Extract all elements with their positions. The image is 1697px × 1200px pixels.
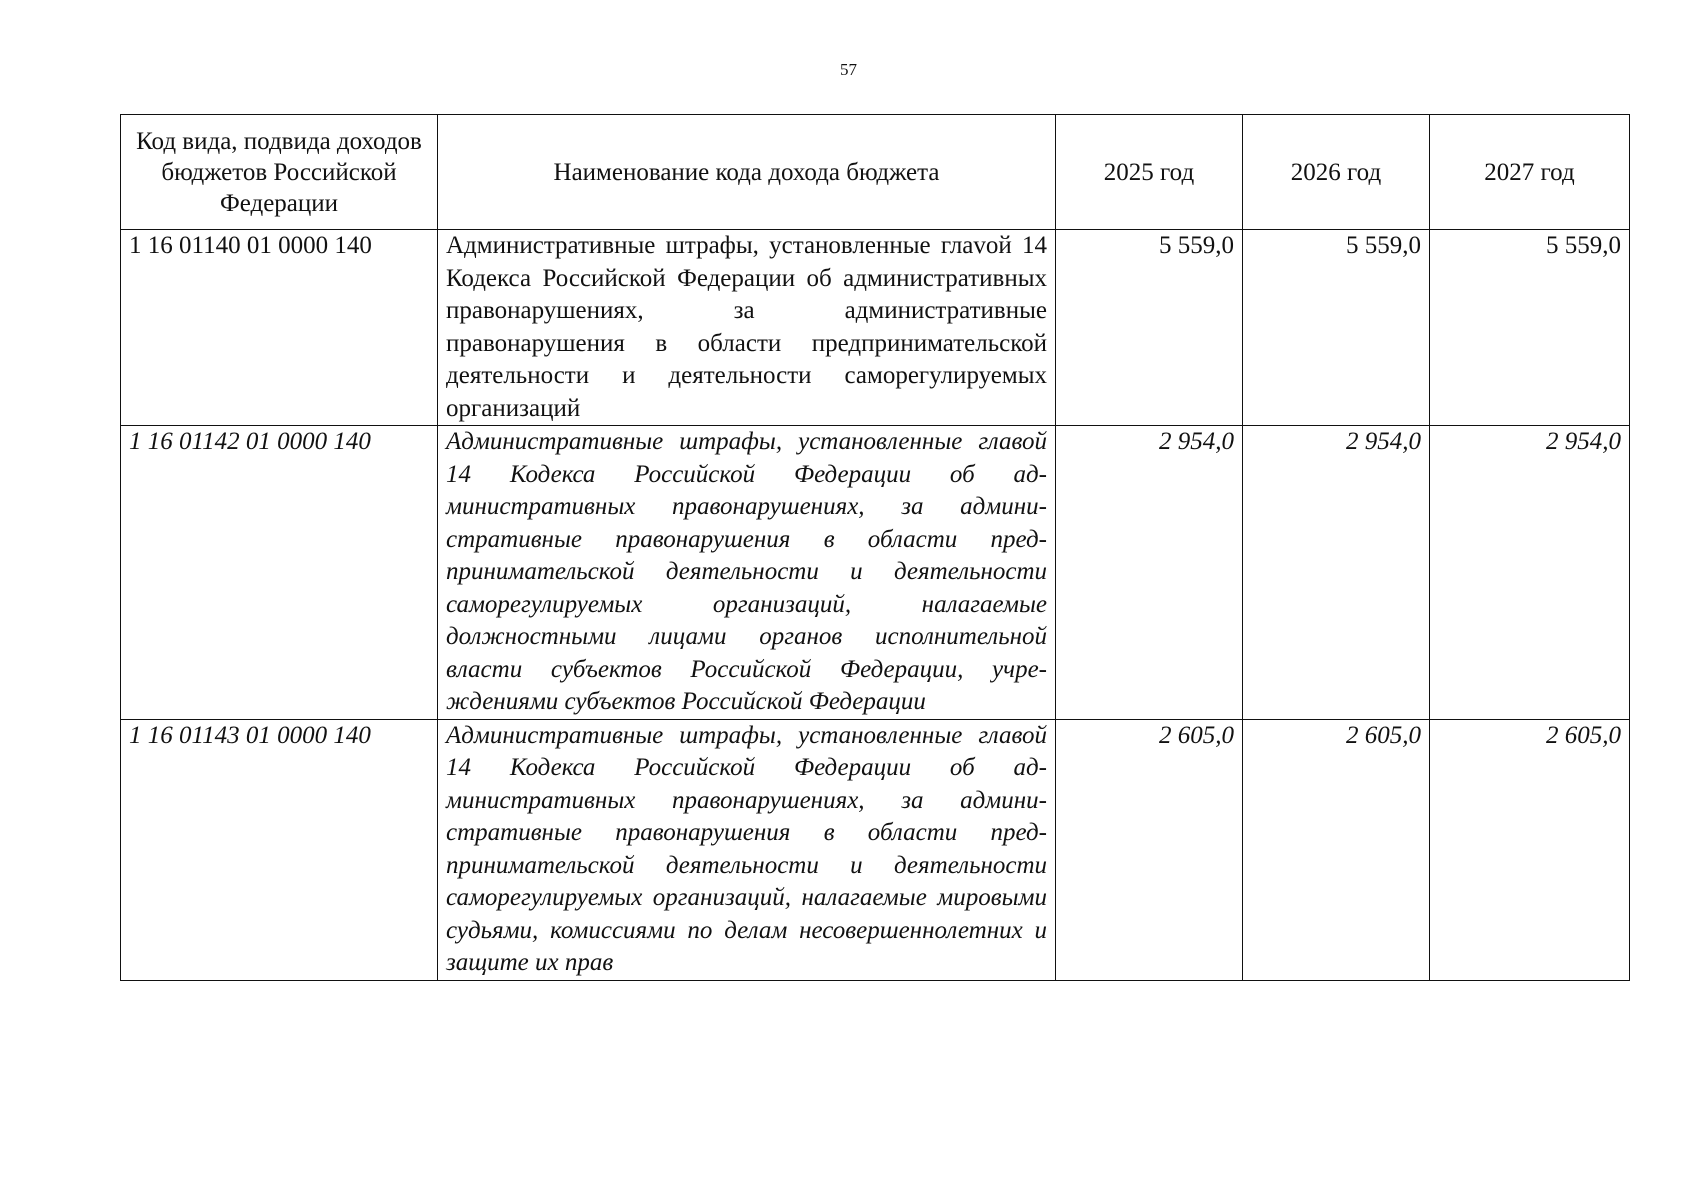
header-code: Код вида, подвида доходов бюджетов Российской Федерации — [121, 115, 438, 230]
row-amount-2025: 5 559,0 — [1056, 230, 1243, 426]
revenue-table — [120, 114, 1630, 981]
header-year-2027: 2027 год — [1430, 115, 1630, 230]
row-amount-2025: 2 954,0 — [1056, 426, 1243, 720]
header-row — [121, 115, 1630, 230]
row-amount-2025: 2 605,0 — [1056, 719, 1243, 980]
row-code: 1 16 01142 01 0000 140 — [121, 426, 438, 720]
row-code: 1 16 01140 01 0000 140 — [121, 230, 438, 426]
table-row — [121, 230, 1630, 426]
header-year-2026: 2026 год — [1243, 115, 1430, 230]
header-year-2025: 2025 год — [1056, 115, 1243, 230]
row-amount-2026: 2 954,0 — [1243, 426, 1430, 720]
row-code: 1 16 01143 01 0000 140 — [121, 719, 438, 980]
row-amount-2027: 5 559,0 — [1430, 230, 1630, 426]
page-number: 57 — [840, 60, 857, 79]
row-amount-2026: 2 605,0 — [1243, 719, 1430, 980]
row-name: Административные штрафы, установленные глаvой 14 Кодекса Российской Федерации об административных правонарушениях, за административные правонарушения в области предпринимательской деятельности и деятельности саморегулируемых организаций — [438, 230, 1056, 426]
header-name: Наименование кода дохода бюджета — [438, 115, 1056, 230]
row-name: Административные штрафы, установленные главой 14 Кодекса Российской Федерации об административных правонарушениях, за административные правонарушения в области предпринимательской деятельности и деятельности саморегулируемых организаций, налагаемые должностными лицами органов исполнительной власти субъектов Российской Федерации, учреждениями субъектов Российской Федерации — [438, 426, 1056, 720]
row-name: Административные штрафы, установленные главой 14 Кодекса Российской Федерации об административных правонарушениях, за административные правонарушения в области предпринимательской деятельности и деятельности саморегулируемых организаций, налагаемые мировыми судьями, комиссиями по делам несовершеннолетних и защите их прав — [438, 719, 1056, 980]
table-row — [121, 719, 1630, 980]
row-amount-2027: 2 605,0 — [1430, 719, 1630, 980]
row-amount-2027: 2 954,0 — [1430, 426, 1630, 720]
table-body — [121, 230, 1630, 981]
table-header — [121, 115, 1630, 230]
row-amount-2026: 5 559,0 — [1243, 230, 1430, 426]
table-row — [121, 426, 1630, 720]
